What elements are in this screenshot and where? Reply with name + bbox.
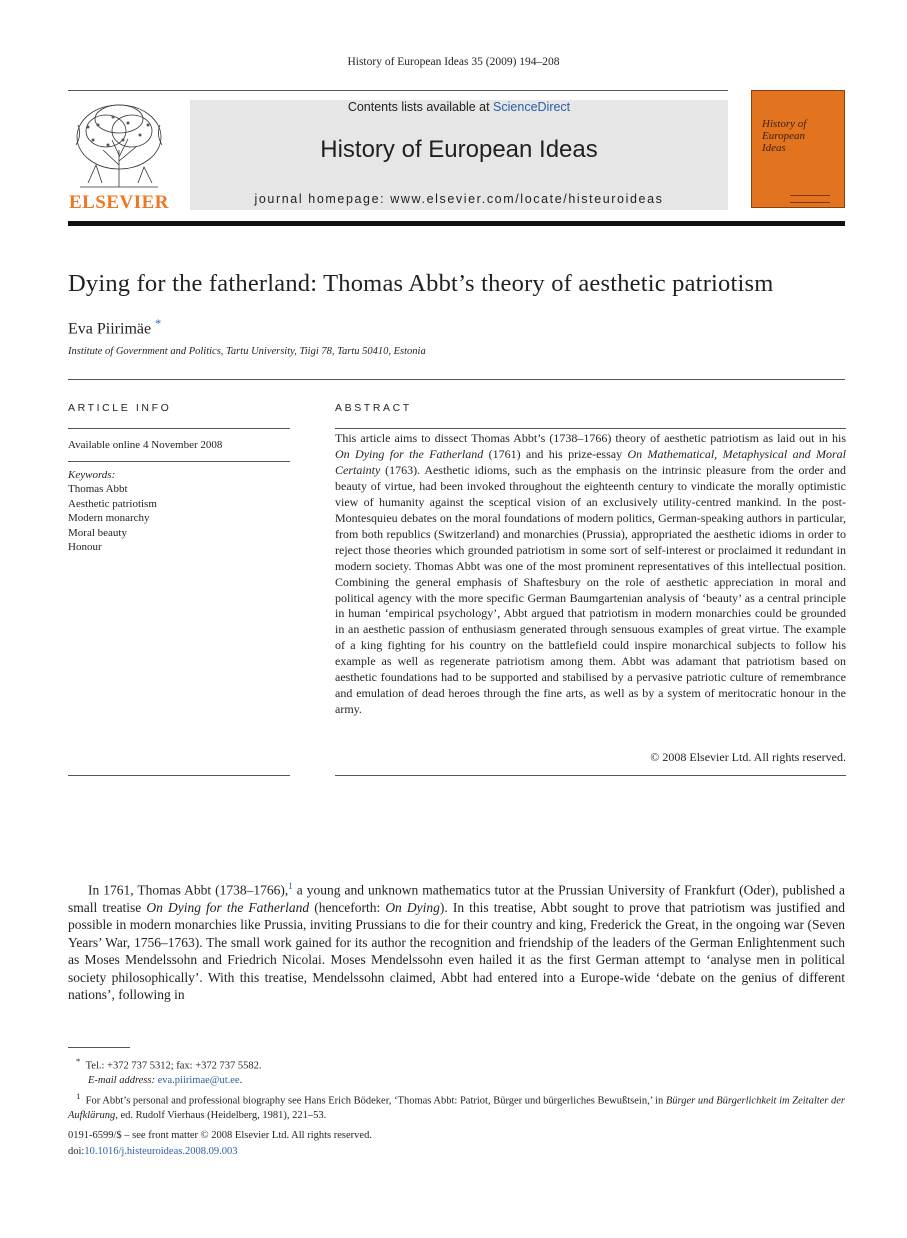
header-thick-rule: [68, 221, 845, 226]
keyword: Honour: [68, 541, 102, 553]
abstract-copyright: © 2008 Elsevier Ltd. All rights reserved.: [650, 750, 846, 764]
footnotes: [68, 1054, 845, 1123]
abstract-text: This article aims to dissect Thomas Abbt’s (1738–1766) theory of aesthetic patriotism as laid out in his On Dying for the Fatherland (1761) and his prize-essay On Mathematical, Metaphysical and Moral Certainty (1763). Aesthetic idioms, such as the emphasis on the intrinsic pleasure from the order and beauty of virtue, had been invoked throughout the eighteenth century to vindicate the morally optimistic view of humanity against the sceptical vision of an exclusively utility-centred mankind. In the post-Montesquieu debates on the moral foundations of modern politics, German-speaking authors in particular, from both republics (Switzerland) and monarchies (Prussia), appropriated the aesthetic idioms in order to reject those theories which grounded patriotism in some sort of self-interest or proclaimed it redundant in modern society. Thomas Abbt was one of the most prominent representatives of this intellectual position. Combining the general emphasis of Shaftesbury on the role of aesthetic appreciation in moral and political agency with the more specific German Baumgartenian analysis of ‘beauty’ as a central principle in human ‘empirical psychology’, Abbt argued that patriotism in modern monarchies could be grounded in an aesthetic passion of enthusiasm generated through sensuous examples of great virtue. The example of a king fighting for his country on the battlefield could inspire monarchical subjects to follow his example as well as regenerate patriotism among them. Abbt was adamant that patriotism based on aesthetic foundations had to be supported and stabilised by a pervasive patriotic culture of remembrance and emulation of dead heroes through the fine arts, as well as by a system of meritocratic honour in the army.: [335, 431, 846, 717]
cover-title: History of European Ideas: [762, 118, 807, 154]
sciencedirect-link[interactable]: ScienceDirect: [493, 100, 571, 114]
doi-link[interactable]: 10.1016/j.histeuroideas.2008.09.003: [84, 1145, 238, 1157]
footnote-1: $^1$ For Abbt’s personal and professional biography see Hans Erich Bödeker, ‘Thomas Abbt: Patriot, Bürger und bürgerliches Bewußtsein,’ in Bürger und Bürgerlichkeit im Zeitalter der Aufklärung, ed. Rudolf Vierhaus (Heidelberg, 1981), 221–53.: [68, 1090, 846, 1121]
journal-title: History of European Ideas: [320, 136, 598, 163]
abstract-heading: ABSTRACT: [335, 402, 412, 414]
keyword: Thomas Abbt: [68, 483, 128, 495]
cover-decoration: [790, 195, 830, 203]
article-info-rule: [68, 428, 290, 429]
keywords-label: Keywords:: [68, 469, 116, 481]
contents-line: Contents lists available at ScienceDirect: [347, 100, 571, 114]
footnote-email: E-mail address: eva.piirimae@ut.ee.: [88, 1075, 243, 1087]
footnote-author: * Tel.: +372 737 5312; fax: +372 737 5582.: [76, 1056, 262, 1072]
elsevier-wordmark: ELSEVIER: [68, 192, 170, 213]
issn-line: 0191-6599/$ – see front matter © 2008 Elsevier Ltd. All rights reserved.: [68, 1130, 372, 1141]
article-title: Dying for the fatherland: Thomas Abbt’s theory of aesthetic patriotism: [68, 270, 774, 297]
keyword: Moral beauty: [68, 526, 127, 539]
title-rule: [68, 379, 845, 380]
journal-homepage[interactable]: journal homepage: www.elsevier.com/locate/histeuroideas: [254, 192, 664, 206]
keyword: Modern monarchy: [68, 512, 150, 524]
keyword: Aesthetic patriotism: [68, 497, 157, 510]
article-info-bottom-rule: [68, 775, 290, 776]
article-info-heading: ARTICLE INFO: [68, 402, 172, 414]
keywords-rule: [68, 461, 290, 462]
author-line: Eva Piirimäe *: [68, 316, 162, 338]
abstract-rule: [335, 428, 846, 429]
abstract-bottom-rule: [335, 775, 846, 776]
affiliation: Institute of Government and Politics, Tartu University, Tiigi 78, Tartu 50410, Estonia: [68, 346, 426, 357]
body-paragraph: In 1761, Thomas Abbt (1738–1766),$^1$ a young and unknown mathematics tutor at the Prussian University of Frankfurt (Oder), published a small treatise On Dying for the Fatherland (henceforth: On Dying). In this treatise, Abbt sought to prove that patriotism was justified and possible in modern monarchies like Prussia, inviting Prussians to die for their country and king, Frederick the Great, in the ongoing war (Seven Years’ War, 1756–1763). The small work gained for its author the recognition and friendship of the leaders of the German Enlightenment such as Moses Mendelssohn and Friedrich Nicolai. Moses Mendelssohn even hailed it as the first German attempt to ‘analyse men in political society philosophically’. With this treatise, Mendelssohn claimed, Abbt had entered into a Europe-wide ‘debate on the genius of different nations’, following in: [68, 881, 846, 1002]
available-online: Available online 4 November 2008: [68, 439, 223, 451]
footnote-ref-1[interactable]: 1: [288, 881, 293, 891]
email-link[interactable]: eva.piirimae@ut.ee: [157, 1075, 240, 1087]
journal-citation: History of European Ideas 35 (2009) 194–208: [347, 56, 560, 68]
author-footnote-mark[interactable]: *: [155, 316, 162, 330]
header-rule: [68, 90, 728, 91]
keywords-list: [68, 482, 288, 555]
doi-line: doi:10.1016/j.histeuroideas.2008.09.003: [68, 1145, 238, 1157]
issn-block: [68, 1128, 372, 1159]
footnote-rule: [68, 1047, 130, 1048]
